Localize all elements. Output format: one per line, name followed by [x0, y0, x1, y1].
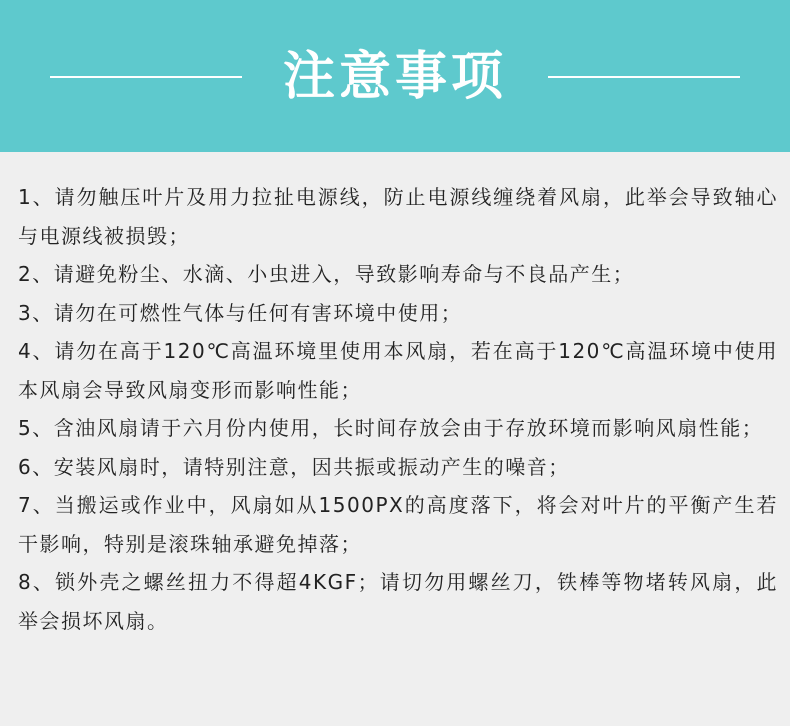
notice-list — [18, 178, 778, 640]
notice-item-8: 8、锁外壳之螺丝扭力不得超4KGF；请切勿用螺丝刀，铁棒等物堵转风扇，此举会损坏风扇。 — [18, 570, 778, 633]
notice-item-7: 7、当搬运或作业中，风扇如从1500PX的高度落下，将会对叶片的平衡产生若干影响，特别是滚珠轴承避免掉落； — [18, 493, 778, 556]
header-divider-right — [548, 76, 740, 78]
notice-item-5: 5、含油风扇请于六月份内使用，长时间存放会由于存放环境而影响风扇性能； — [18, 416, 764, 440]
notice-item-6: 6、安装风扇时，请特别注意，因共振或振动产生的噪音； — [18, 454, 570, 479]
notice-item-4: 4、请勿在高于120℃高温环境里使用本风扇，若在高于120℃高温环境中使用本风扇会导致风扇变形而影响性能； — [18, 339, 778, 402]
notice-item-3: 3、请勿在可燃性气体与任何有害环境中使用； — [18, 300, 463, 325]
page-title: 注意事项 — [282, 47, 507, 107]
notice-item-2: 2、请避免粉尘、水滴、小虫进入，导致影响寿命与不良品产生； — [18, 262, 635, 286]
header-banner — [0, 0, 790, 152]
notice-item-1: 1、请勿触压叶片及用力拉扯电源线，防止电源线缠绕着风扇，此举会导致轴心与电源线被损毁； — [18, 185, 778, 248]
